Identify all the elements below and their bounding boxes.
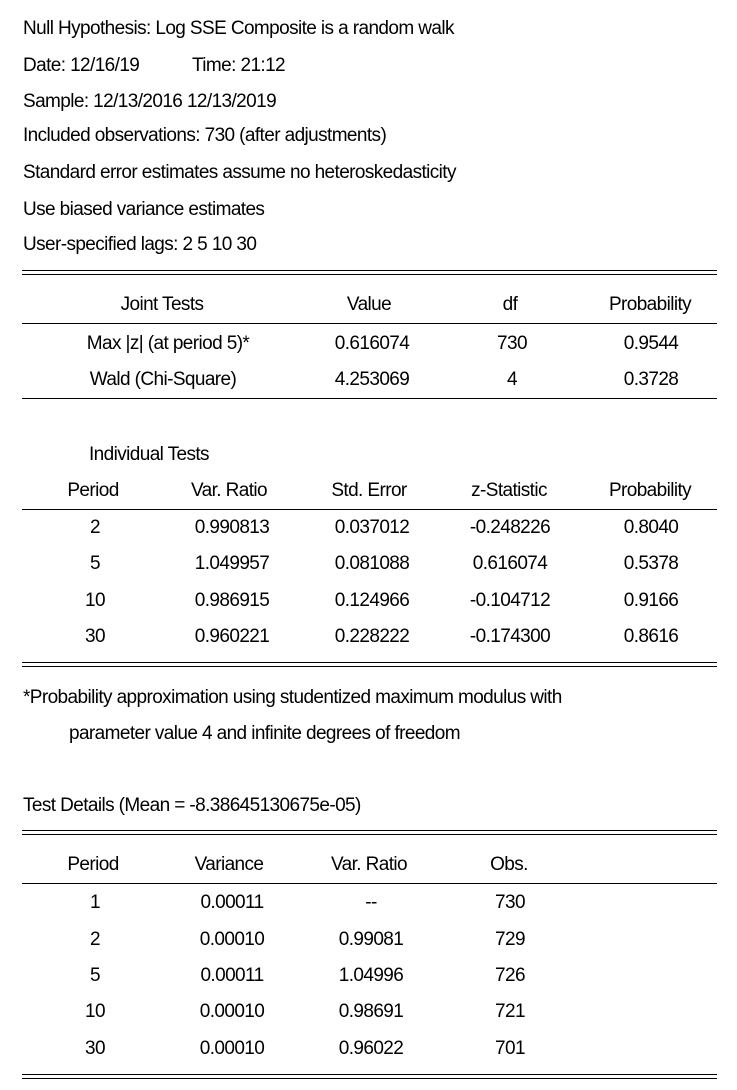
joint-test-df: 730 (497, 333, 527, 354)
table-cell: 1.04996 (338, 965, 404, 986)
table-bottom-rule (22, 1078, 717, 1079)
table-rule (22, 398, 717, 399)
table-cell: -0.248226 (469, 517, 551, 538)
table-cell: 721 (495, 1001, 525, 1022)
table-cell: 0.99081 (338, 929, 404, 950)
header-rule (22, 323, 717, 324)
table-cell: 0.990813 (194, 517, 270, 538)
obs-header: Obs. (490, 854, 528, 875)
table-cell: 729 (495, 929, 525, 950)
table-bottom-rule (22, 666, 717, 667)
joint-test-name: Max |z| (at period 5)* (86, 333, 250, 354)
variance-header: Variance (194, 854, 264, 875)
table-bottom-rule (22, 662, 717, 663)
joint-test-df: 4 (507, 369, 517, 390)
included-observations-text: Included observations: 730 (after adjustments) (23, 125, 387, 146)
table-cell: 10 (85, 590, 105, 611)
probability-header: Probability (608, 294, 692, 315)
footnote-line-2: parameter value 4 and infinite degrees of freedom (69, 723, 460, 744)
footnote-line-1: *Probability approximation using studentized maximum modulus with (23, 687, 562, 708)
individual-tests-title: Individual Tests (89, 444, 209, 465)
variance-estimate-note: Use biased variance estimates (23, 199, 265, 220)
table-cell: 0.616074 (472, 553, 548, 574)
table-cell: 0.037012 (334, 517, 410, 538)
var-ratio-header: Var. Ratio (190, 480, 268, 501)
table-cell: 0.00010 (199, 1001, 265, 1022)
table-cell: 5 (90, 553, 100, 574)
table-cell: 726 (495, 965, 525, 986)
test-details-title: Test Details (Mean = -8.38645130675e-05) (23, 795, 361, 816)
table-cell: 0.5378 (623, 553, 679, 574)
table-cell: -0.104712 (469, 590, 551, 611)
table-cell: 30 (85, 1038, 105, 1059)
table-cell: 0.00011 (200, 965, 264, 986)
table-cell: 0.081088 (334, 553, 410, 574)
joint-test-name: Wald (Chi-Square) (89, 369, 237, 390)
var-ratio-header: Var. Ratio (330, 854, 408, 875)
table-cell: 2 (90, 929, 100, 950)
table-cell: 0.00010 (199, 929, 265, 950)
table-top-rule (22, 274, 717, 275)
table-cell: 730 (495, 892, 525, 913)
date-text: Date: 12/16/19 (23, 55, 140, 76)
period-header: Period (67, 480, 119, 501)
table-bottom-rule (22, 1074, 717, 1075)
table-cell: 30 (85, 626, 105, 647)
standard-error-note: Standard error estimates assume no heteroskedasticity (23, 162, 456, 183)
table-cell: 2 (90, 517, 100, 538)
table-cell: -0.174300 (469, 626, 551, 647)
std-error-header: Std. Error (331, 480, 407, 501)
table-cell: 0.96022 (338, 1038, 404, 1059)
table-cell: 0.986915 (194, 590, 270, 611)
table-cell: 1.049957 (194, 553, 270, 574)
header-rule (22, 883, 717, 884)
table-cell: 0.00010 (199, 1038, 265, 1059)
period-header: Period (67, 854, 119, 875)
probability-header: Probability (608, 480, 692, 501)
joint-test-probability: 0.9544 (623, 333, 679, 354)
table-top-rule (22, 830, 717, 831)
table-cell: 0.8616 (623, 626, 679, 647)
table-cell: 0.228222 (334, 626, 410, 647)
table-cell: 5 (90, 965, 100, 986)
lags-text: User-specified lags: 2 5 10 30 (23, 234, 257, 255)
joint-test-value: 0.616074 (334, 333, 410, 354)
table-cell: 0.960221 (194, 626, 270, 647)
joint-test-value: 4.253069 (334, 369, 410, 390)
table-cell: 0.8040 (623, 517, 679, 538)
sample-text: Sample: 12/13/2016 12/13/2019 (23, 91, 277, 112)
table-top-rule (22, 270, 717, 271)
table-cell: 0.00011 (200, 892, 264, 913)
value-header: Value (346, 294, 392, 315)
table-cell: 701 (495, 1038, 525, 1059)
null-hypothesis-text: Null Hypothesis: Log SSE Composite is a random walk (23, 18, 454, 39)
joint-test-probability: 0.3728 (623, 369, 679, 390)
table-cell: 0.9166 (623, 590, 679, 611)
time-text: Time: 21:12 (192, 55, 286, 76)
table-cell: -- (365, 892, 377, 913)
joint-tests-header: Joint Tests (120, 294, 204, 315)
table-cell: 10 (85, 1001, 105, 1022)
table-top-rule (22, 834, 717, 835)
table-cell: 0.124966 (334, 590, 410, 611)
z-statistic-header: z-Statistic (471, 480, 547, 501)
df-header: df (502, 294, 518, 315)
header-rule (22, 509, 717, 510)
table-cell: 0.98691 (338, 1001, 404, 1022)
table-cell: 1 (90, 892, 100, 913)
